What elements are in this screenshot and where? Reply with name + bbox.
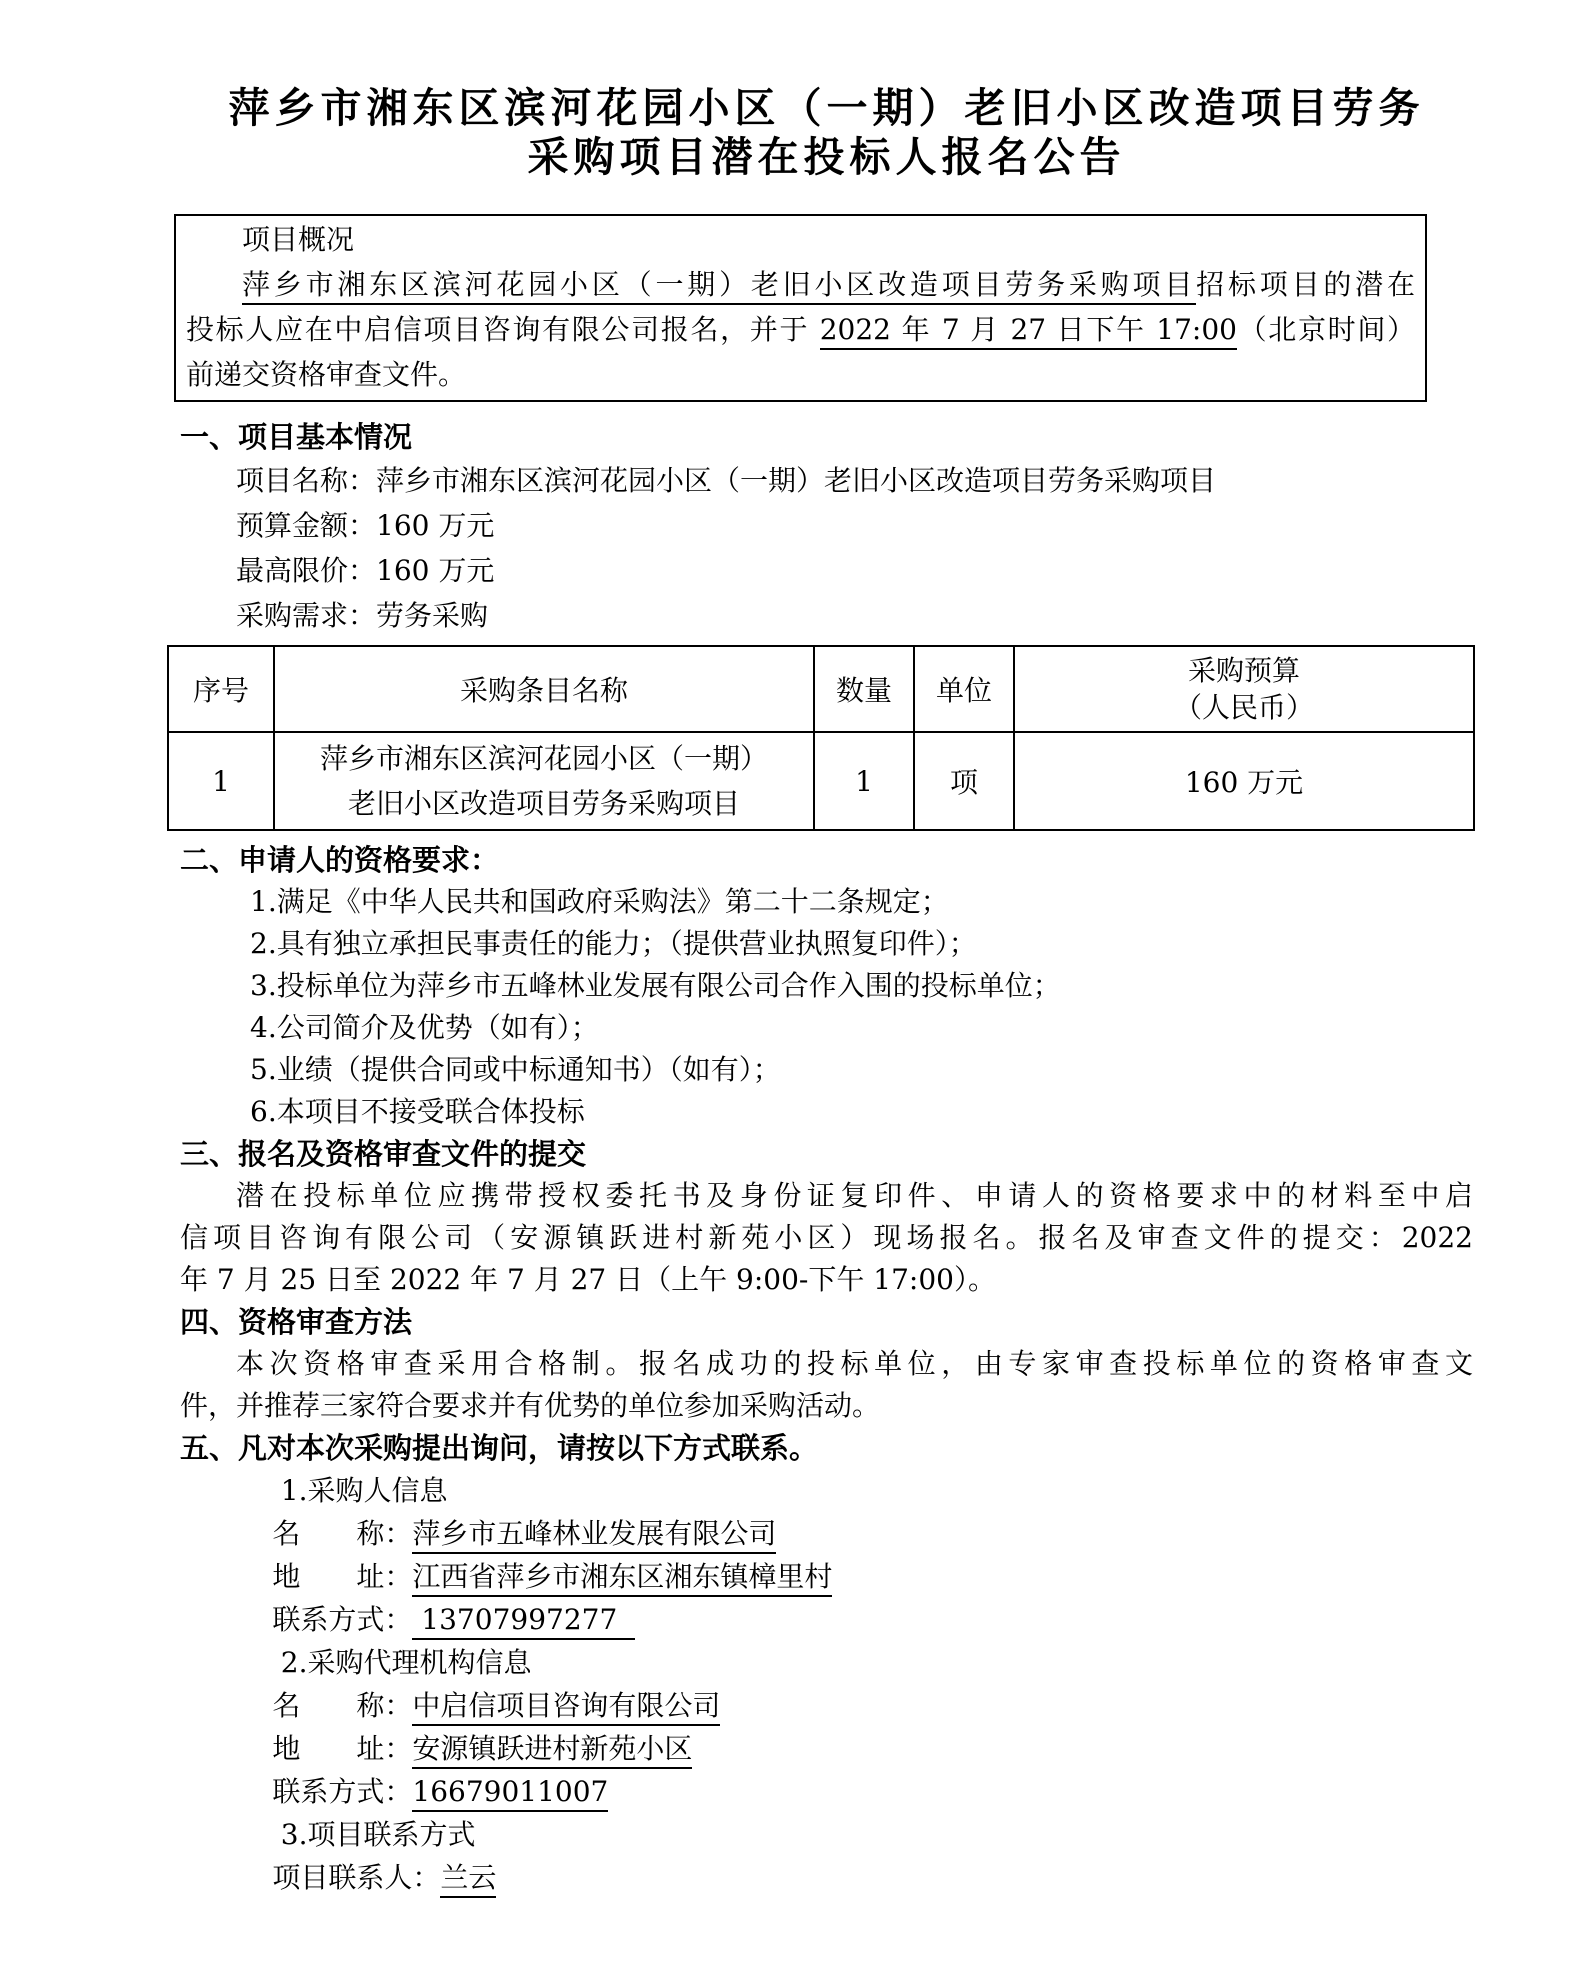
overview-paragraph: [186, 262, 1415, 397]
table-header-row: [168, 646, 1474, 732]
header-cell-no: 序号: [168, 646, 274, 732]
agency-addr-label: 地 址：: [272, 1732, 413, 1765]
header-cell-budget: [1014, 646, 1474, 732]
max-price-line: 最高限价：160 万元: [236, 554, 495, 587]
purchaser-info-label: 1.采购人信息: [280, 1474, 448, 1507]
header-cell-name: 采购条目名称: [274, 646, 814, 732]
text-run: 年 7 月 25 日至 2022 年 7 月 27 日（上午 9:00-下午 17:00）。: [180, 1263, 996, 1296]
purchaser-name-line: [180, 1512, 1473, 1555]
cell-budget: 160 万元: [1014, 732, 1474, 830]
purchaser-addr-value: 江西省萍乡市湘东区湘东镇樟里村: [412, 1560, 832, 1597]
text-line: [186, 262, 1415, 307]
text-run: 本次资格审查采用合格制。报名成功的投标单位，由专家审查投标单位的资格审查文: [236, 1347, 1473, 1380]
agency-info-label: 2.采购代理机构信息: [280, 1646, 532, 1679]
project-person-value: 兰云: [440, 1861, 496, 1898]
budget-header-line-2: （人民币）: [1173, 691, 1314, 724]
section-1-heading: 一、项目基本情况: [180, 420, 413, 454]
purchaser-phone-label: 联系方式：: [272, 1603, 413, 1636]
purchase-need-line: 采购需求：劳务采购: [236, 599, 489, 632]
project-overview-box: [174, 214, 1427, 402]
qualification-item-1: 1.满足《中华人民共和国政府采购法》第二十二条规定；: [250, 885, 949, 918]
purchaser-phone-line: [180, 1598, 1473, 1641]
text-run: 件，并推荐三家符合要求并有优势的单位参加采购活动。: [180, 1389, 881, 1422]
text-line: [186, 352, 1415, 397]
cell-qty: 1: [814, 732, 914, 830]
budget-amount-line: 预算金额：160 万元: [236, 509, 495, 542]
agency-addr-line: [180, 1727, 1473, 1770]
document-content: [180, 84, 1473, 1899]
purchaser-addr-label: 地 址：: [272, 1560, 413, 1593]
text-run: 招标项目的潜在: [1196, 268, 1415, 301]
project-person-line: [180, 1856, 1473, 1899]
title-line-2: 采购项目潜在投标人报名公告: [527, 133, 1126, 181]
purchaser-name-value: 萍乡市五峰林业发展有限公司: [412, 1517, 776, 1554]
agency-phone-value: 16679011007: [412, 1775, 608, 1812]
text-line: [186, 307, 1415, 352]
overview-label: 项目概况: [242, 223, 355, 256]
budget-header-line-1: 采购预算: [1187, 654, 1300, 687]
qualification-item-2: 2.具有独立承担民事责任的能力；（提供营业执照复印件）；: [250, 927, 977, 960]
agency-name-value: 中启信项目咨询有限公司: [412, 1689, 720, 1726]
table-row: [168, 732, 1474, 830]
agency-phone-line: [180, 1770, 1473, 1813]
cell-name-line-1: 萍乡市湘东区滨河花园小区（一期）: [319, 742, 768, 775]
text-run: （北京时间）: [1236, 313, 1415, 346]
project-name-line: 项目名称：萍乡市湘东区滨河花园小区（一期）老旧小区改造项目劳务采购项目: [236, 464, 1217, 497]
purchaser-addr-line: [180, 1555, 1473, 1598]
agency-name-line: [180, 1684, 1473, 1727]
section-2-heading: 二、申请人的资格要求：: [180, 843, 500, 877]
text-line: [180, 1343, 1473, 1385]
qualification-item-4: 4.公司简介及优势（如有）；: [250, 1011, 599, 1044]
qualification-item-5: 5.业绩（提供合同或中标通知书）（如有）；: [250, 1053, 781, 1086]
agency-name-label: 名 称：: [272, 1689, 413, 1722]
text-run: 投标人应在中启信项目咨询有限公司报名，并于: [186, 313, 820, 346]
section-2-items: [180, 881, 1473, 1133]
project-contact-label: 3.项目联系方式: [280, 1818, 476, 1851]
agency-addr-value: 安源镇跃进村新苑小区: [412, 1732, 692, 1769]
header-cell-qty: 数量: [814, 646, 914, 732]
title-line-1: 萍乡市湘东区滨河花园小区（一期）老旧小区改造项目劳务: [228, 84, 1425, 132]
section-5-items: [180, 1469, 1473, 1899]
cell-name: [274, 732, 814, 830]
qualification-item-3: 3.投标单位为萍乡市五峰林业发展有限公司合作入围的投标单位；: [250, 969, 1061, 1002]
cell-no: 1: [168, 732, 274, 830]
document-title: [180, 84, 1473, 182]
text-run: 前递交资格审查文件。: [186, 358, 467, 391]
underlined-text: 2022 年 7 月 27 日下午 17:00: [820, 313, 1237, 350]
text-line: [180, 1217, 1473, 1259]
cell-name-line-2: 老旧小区改造项目劳务采购项目: [347, 787, 740, 820]
section-5-heading: 五、凡对本次采购提出询问，请按以下方式联系。: [180, 1431, 819, 1465]
header-cell-unit: 单位: [914, 646, 1014, 732]
qualification-item-6: 6.本项目不接受联合体投标: [250, 1095, 585, 1128]
project-person-label: 项目联系人：: [272, 1861, 441, 1894]
purchaser-name-label: 名 称：: [272, 1517, 413, 1550]
section-4-paragraph: [180, 1343, 1473, 1427]
underlined-text: 萍乡市湘东区滨河花园小区（一期）老旧小区改造项目劳务采购项目: [242, 268, 1196, 305]
procurement-table: [167, 645, 1475, 831]
section-1-items: [180, 458, 1473, 638]
agency-phone-label: 联系方式：: [272, 1775, 413, 1808]
cell-unit: 项: [914, 732, 1014, 830]
text-line: [180, 1175, 1473, 1217]
section-4-heading: 四、资格审查方法: [180, 1305, 413, 1339]
text-line: [180, 1259, 1473, 1301]
purchaser-phone-value: 13707997277: [412, 1603, 635, 1640]
section-3-paragraph: [180, 1175, 1473, 1301]
text-line: [180, 1385, 1473, 1427]
section-3-heading: 三、报名及资格审查文件的提交: [180, 1137, 587, 1171]
text-run: 潜在投标单位应携带授权委托书及身份证复印件、申请人的资格要求中的材料至中启: [236, 1179, 1473, 1212]
text-run: 信项目咨询有限公司（安源镇跃进村新苑小区）现场报名。报名及审查文件的提交：2022: [180, 1221, 1473, 1254]
